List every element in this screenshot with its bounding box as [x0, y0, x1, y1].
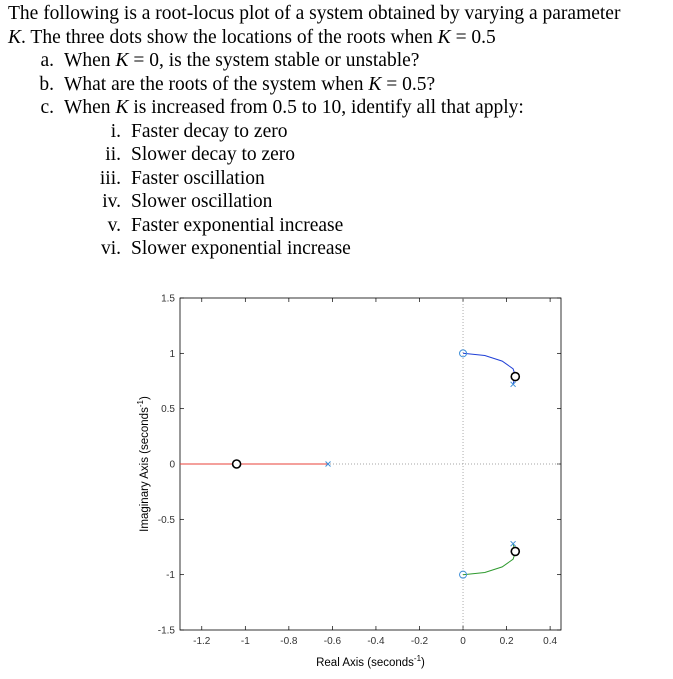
- option-text: Slower exponential increase: [131, 238, 351, 259]
- x-tick-label: -0.8: [280, 636, 298, 647]
- locus-branch: [463, 353, 515, 384]
- x-tick-label: -1.2: [193, 636, 211, 647]
- y-tick-label: 0.5: [161, 404, 175, 416]
- root-dot: [511, 373, 519, 381]
- option-label: v.: [107, 214, 121, 236]
- y-tick-label: -0.5: [157, 514, 175, 526]
- part-text: What are the roots of the system when K = 0.5?: [64, 73, 436, 95]
- intro-line-2-text: . The three dots show the locations of the roots when: [21, 26, 438, 48]
- option-text: Faster oscillation: [131, 167, 265, 189]
- option-text: Slower oscillation: [131, 191, 273, 212]
- option-label: ii.: [105, 144, 121, 165]
- x-tick-label: -0.6: [323, 636, 342, 647]
- x-tick-label: 0.2: [499, 636, 514, 647]
- option-label: vi.: [100, 238, 121, 259]
- root-dot: [233, 460, 241, 468]
- option-text: Slower decay to zero: [131, 144, 296, 165]
- y-tick-label: -1: [166, 570, 175, 582]
- part-label: c.: [40, 97, 54, 118]
- var-k: K: [8, 26, 22, 48]
- y-tick-label: -1.5: [157, 625, 175, 637]
- option-label: iv.: [102, 191, 121, 212]
- y-axis-label: Imaginary Axis (seconds$^{-1}$): [136, 396, 151, 532]
- x-tick-label: 0.4: [543, 636, 558, 647]
- intro-line-2-eq: = 0.5: [450, 26, 496, 48]
- y-tick-label: 1.5: [161, 293, 175, 305]
- var-k: K: [437, 26, 451, 48]
- option-label: iii.: [99, 167, 121, 189]
- option-label: i.: [110, 120, 121, 142]
- x-tick-label: 0: [460, 636, 466, 647]
- part-text: When K = 0, is the system stable or unstable?: [64, 50, 420, 71]
- x-tick-label: -0.4: [367, 636, 385, 647]
- option-text: Faster exponential increase: [131, 214, 344, 236]
- part-text: When K is increased from 0.5 to 10, identify all that apply:: [64, 97, 524, 118]
- locus-branch: [463, 544, 515, 575]
- option-text: Faster decay to zero: [131, 120, 288, 142]
- part-label: b.: [39, 73, 54, 95]
- x-axis-label: Real Axis (seconds$^{-1}$): [316, 654, 425, 669]
- x-tick-label: -1: [240, 636, 250, 647]
- root-dot: [511, 547, 519, 555]
- x-tick-label: -0.2: [410, 636, 429, 647]
- intro-line-1: The following is a root-locus plot of a system obtained by varying a parameter: [8, 3, 621, 24]
- y-tick-label: 1: [169, 348, 175, 360]
- y-tick-label: 0: [169, 459, 175, 471]
- part-label: a.: [40, 50, 54, 71]
